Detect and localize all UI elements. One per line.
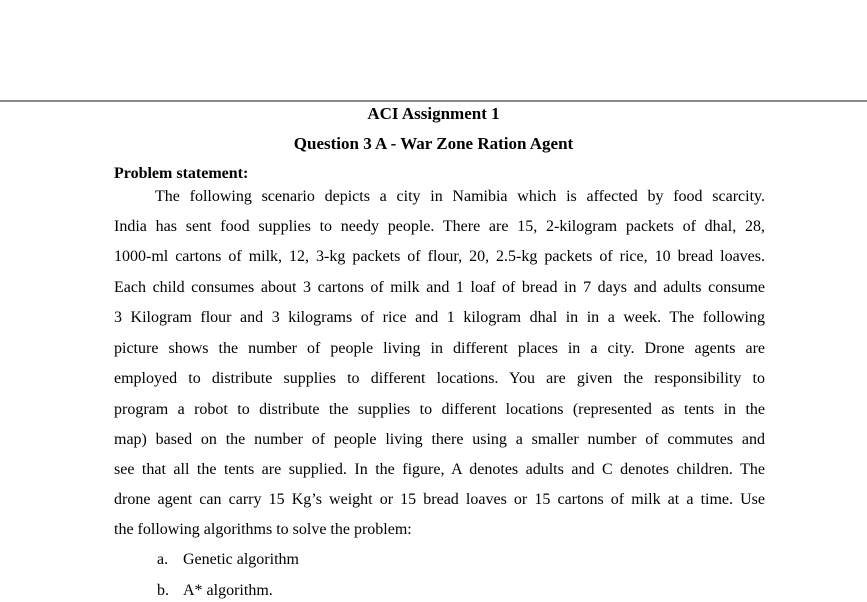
paragraph-line: India has sent food supplies to needy people. There are 15, 2-kilogram packets of dhal, 28, bbox=[114, 218, 765, 235]
list-item-text: A* algorithm. bbox=[183, 582, 273, 599]
paragraph-line: employed to distribute supplies to different locations. You are given the responsibility to bbox=[114, 370, 765, 387]
page-top-border bbox=[0, 100, 867, 102]
paragraph-line: drone agent can carry 15 Kg’s weight or 15 bread loaves or 15 cartons of milk at a time. Use bbox=[114, 491, 765, 508]
list-marker: a. bbox=[157, 551, 169, 568]
paragraph-line: the following algorithms to solve the problem: bbox=[114, 521, 412, 538]
paragraph-line: The following scenario depicts a city in Namibia which is affected by food scarcity. bbox=[155, 188, 765, 205]
question-title: Question 3 A - War Zone Ration Agent bbox=[293, 134, 574, 153]
paragraph-line: Each child consumes about 3 cartons of milk and 1 loaf of bread in 7 days and adults consume bbox=[114, 279, 765, 296]
list-item-genetic-algorithm bbox=[157, 549, 299, 571]
document-title: ACI Assignment 1 bbox=[367, 104, 500, 123]
list-item-a-star-algorithm bbox=[157, 580, 273, 602]
paragraph-line: 1000-ml cartons of milk, 12, 3-kg packets of flour, 20, 2.5-kg packets of rice, 10 bread loaves. bbox=[114, 248, 765, 265]
paragraph-line: 3 Kilogram flour and 3 kilograms of rice and 1 kilogram dhal in in a week. The following bbox=[114, 309, 765, 326]
paragraph-line: map) based on the number of people living there using a smaller number of commutes and bbox=[114, 431, 765, 448]
paragraph-line: picture shows the number of people living in different places in a city. Drone agents are bbox=[114, 340, 765, 357]
problem-statement-heading: Problem statement: bbox=[114, 165, 249, 182]
paragraph-line: see that all the tents are supplied. In the figure, A denotes adults and C denotes children. The bbox=[114, 461, 765, 478]
paragraph-line: program a robot to distribute the supplies to different locations (represented as tents in the bbox=[114, 401, 765, 418]
list-marker: b. bbox=[157, 582, 169, 599]
list-item-text: Genetic algorithm bbox=[183, 551, 299, 568]
